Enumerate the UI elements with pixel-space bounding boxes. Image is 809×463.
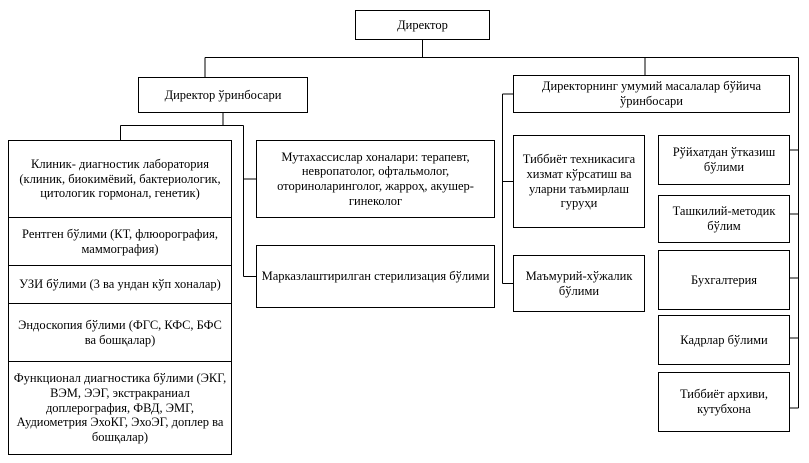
node-organizational-methodical-department-label: Ташкилий-методик бўлим: [672, 204, 776, 233]
node-deputy-general-affairs-label: Директорнинг умумий масалалар бўйича ўринбосари: [541, 79, 762, 108]
node-accounting-department-label: Бухгалтерия: [690, 272, 758, 287]
node-clinical-diagnostic-lab: [8, 140, 232, 218]
node-endoscopy-department-label: Эндоскопия бўлими (ФГС, КФС, БФС ва бошқалар): [18, 317, 222, 347]
node-hr-department-label: Кадрлар бўлими: [680, 332, 768, 347]
node-clinical-diagnostic-lab-label: Клиник- диагностик лаборатория (клиник, биокимёвий, бактериологик, цитологик гормонал, генетик): [19, 156, 221, 201]
node-registration-department-label: Рўйхатдан ўтказиш бўлими: [672, 145, 776, 174]
node-deputy-director-label: Директор ўринбосари: [164, 87, 282, 102]
node-xray-department: [8, 217, 232, 266]
node-medical-equipment-service-group-label: Тиббиёт техникасига хизмат кўрсатиш ва уларни таъмирлаш гуруҳи: [522, 152, 636, 211]
node-central-sterilization-department-label: Марказлаштирилган стерилизация бўлими: [261, 269, 490, 284]
node-functional-diagnostics-department: [8, 361, 232, 455]
node-medical-archive-library-label: Тиббиёт архиви, кутубхона: [679, 387, 768, 416]
node-specialists-rooms: [256, 140, 495, 218]
node-administrative-economic-department-label: Маъмурий-хўжалик бўлими: [525, 268, 633, 298]
node-xray-department-label: Рентген бўлими (КТ, флюорография, маммография): [22, 226, 218, 256]
node-director: [355, 10, 490, 40]
node-ultrasound-department: [8, 265, 232, 304]
node-ultrasound-department-label: УЗИ бўлими (3 ва ундан кўп хоналар): [19, 277, 221, 292]
node-functional-diagnostics-department-label: Функционал диагностика бўлими (ЭКГ, ВЭМ, ЭЭГ, экстракраниал доплерография, ФВД, ЭМГ, Аудиометрия ЭхоКГ, ЭхоЭГ, доплер ва бошқалар): [13, 371, 227, 445]
node-deputy-general-affairs: [513, 75, 790, 113]
node-medical-archive-library: [658, 372, 790, 432]
node-central-sterilization-department: [256, 245, 495, 308]
node-organizational-methodical-department: [658, 195, 790, 243]
node-hr-department: [658, 315, 790, 365]
node-endoscopy-department: [8, 303, 232, 362]
node-accounting-department: [658, 250, 790, 310]
node-director-label: Директор: [397, 17, 448, 32]
node-specialists-rooms-label: Мутахассислар хоналари: терапевт, невропатолог, офтальмолог, оториноларинголог, жарроҳ, акушер-гинеколог: [277, 149, 474, 208]
node-registration-department: [658, 135, 790, 185]
node-medical-equipment-service-group: [513, 135, 645, 228]
node-deputy-director: [138, 77, 308, 113]
node-administrative-economic-department: [513, 255, 645, 312]
